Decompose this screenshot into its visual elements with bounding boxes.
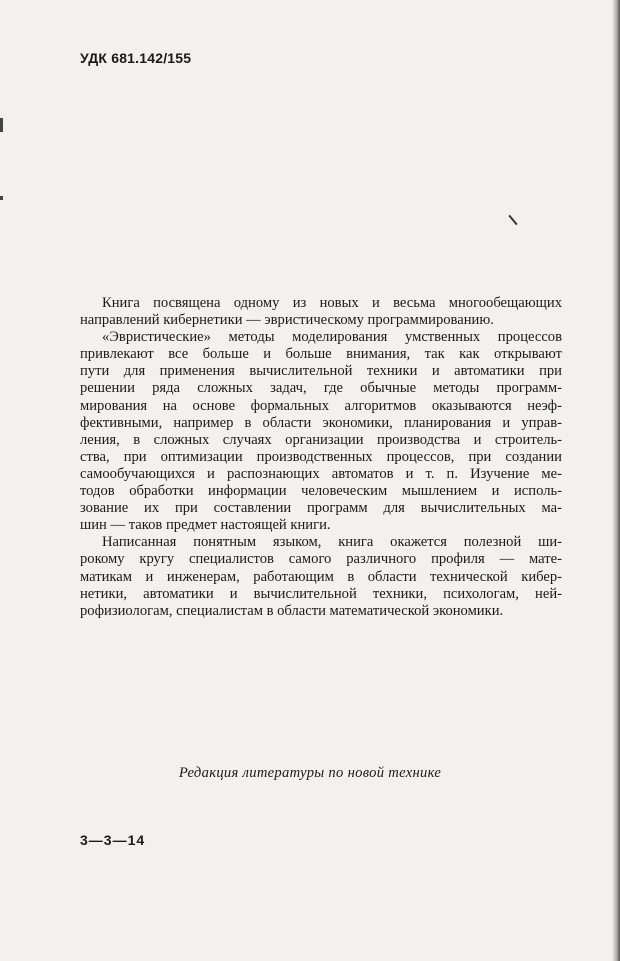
abstract-line: Написанная понятным языком, книга окажется полезной ши- [102,534,562,551]
abstract-line: самообучающихся и распознающих автоматов и т. п. Изучение ме- [80,465,562,482]
page-edge-shadow [612,0,620,961]
abstract-line: рофизиологам, специалистам в области математической экономики. [80,602,504,619]
abstract-line: мирования на основе формальных алгоритмов оказываются неэф- [80,397,562,414]
abstract-line: ления, в сложных случаях организации производства и строитель- [80,431,562,448]
abstract-line: тодов обработки информации человеческим мышлением и исполь- [80,483,562,500]
abstract-line: зование их при составлении программ для вычислительных ма- [80,500,562,517]
editorial-credit: Редакция литературы по новой технике [178,765,442,781]
abstract-paragraph-1 [80,295,562,329]
stray-mark [508,215,517,225]
abstract-line: нетики, автоматики и вычислительной техники, психологам, ней- [80,585,562,602]
publication-code: 3—3—14 [80,832,146,848]
abstract-line: шин — таков предмет настоящей книги. [80,517,331,534]
abstract-line: «Эвристические» методы моделирования умственных процессов [102,329,562,346]
abstract-line: рокому кругу специалистов самого различного профиля — мате- [80,551,562,568]
abstract-paragraph-3 [80,534,562,619]
abstract-line: пути для применения вычислительной техники и автоматики при [80,363,562,380]
abstract-line: направлений кибернетики — эвристическому программированию. [80,312,494,329]
abstract-line: фективными, например в области экономики, планирования и управ- [80,414,562,431]
book-abstract [80,295,562,620]
udk-classification: УДК 681.142/155 [80,50,192,66]
abstract-line: решении ряда сложных задач, где обычные методы программ- [80,380,562,397]
abstract-line: привлекают все больше и больше внимания, так как открывают [80,346,562,363]
abstract-line: ства, при оптимизации производственных процессов, при создании [80,448,562,465]
abstract-line: матикам и инженерам, работающим в области технической кибер- [80,568,562,585]
abstract-line: Книга посвящена одному из новых и весьма многообещающих [102,295,562,311]
page-edge-mark [0,196,3,200]
page-edge-mark [0,118,3,132]
abstract-paragraph-2 [80,329,562,534]
